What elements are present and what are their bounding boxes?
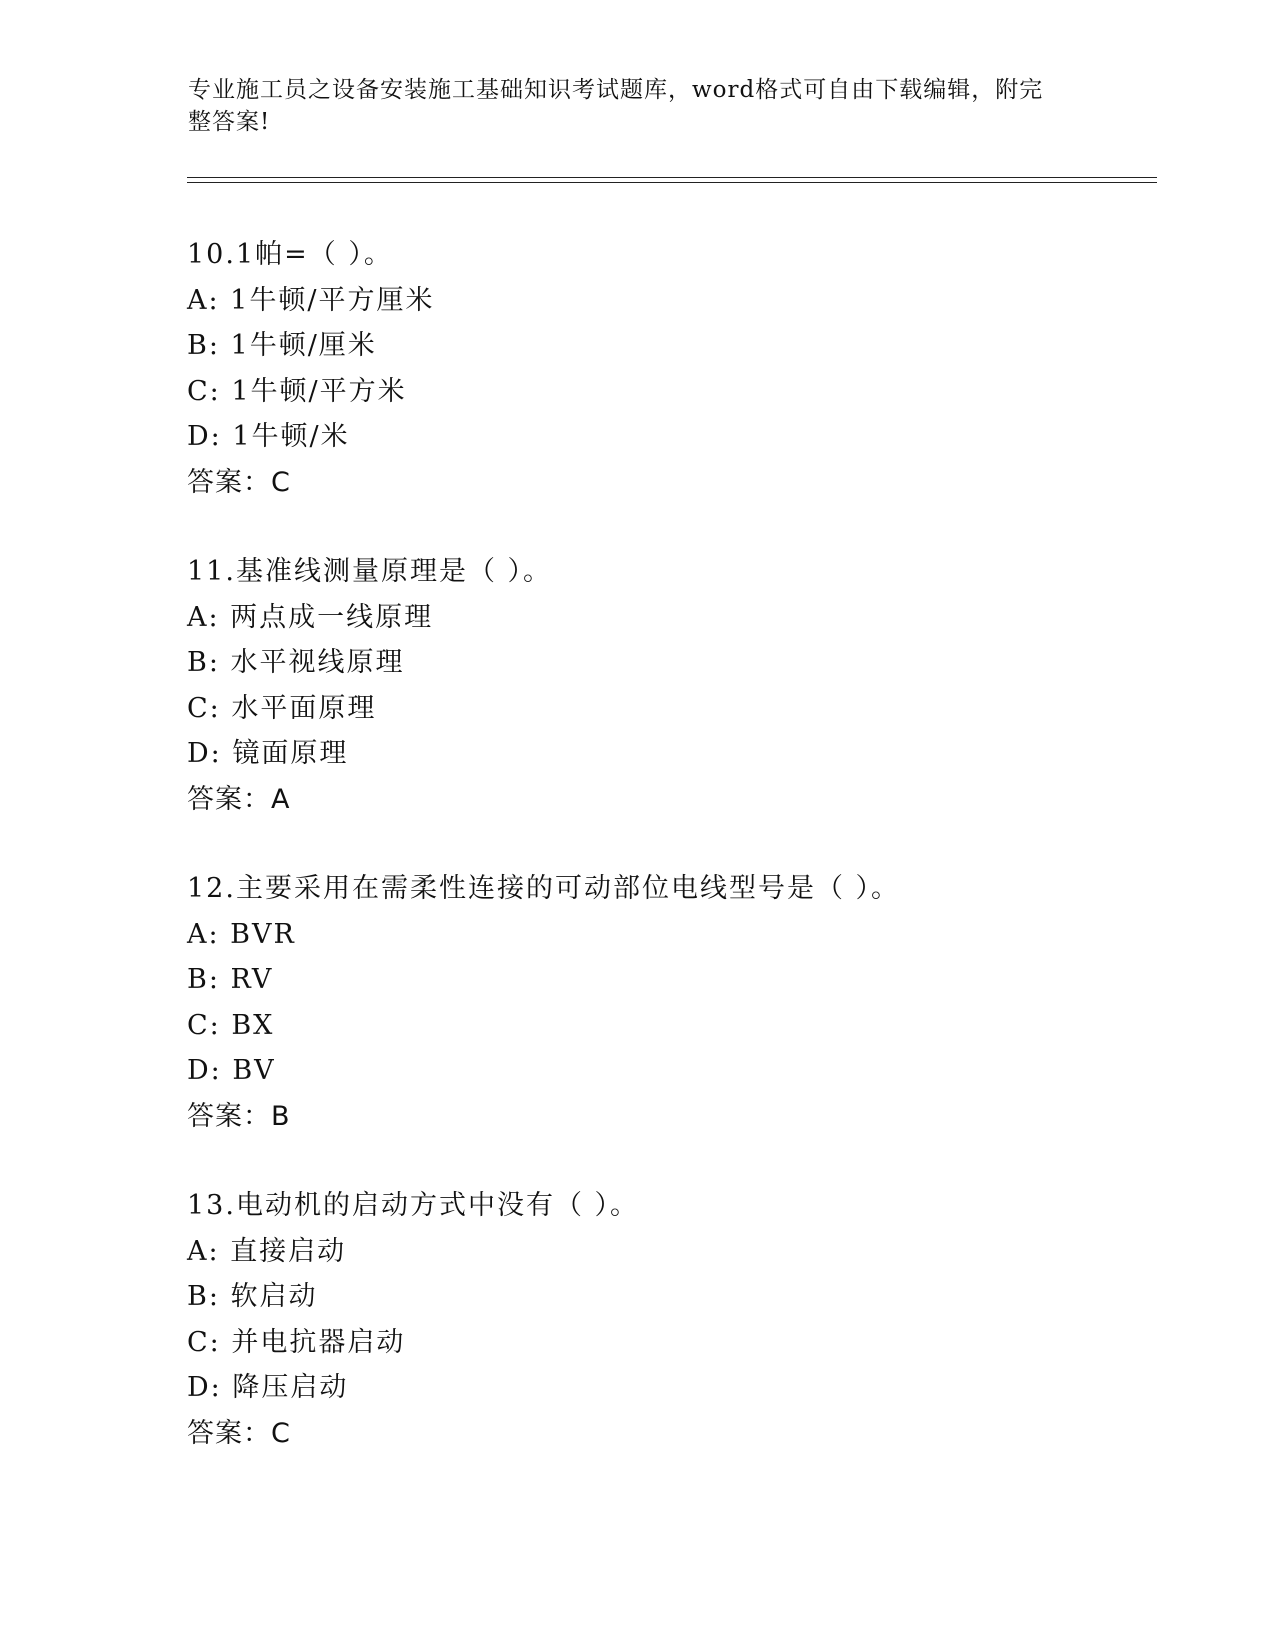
option-d: D: 1牛顿/米: [187, 421, 350, 452]
option-b: B: 水平视线原理: [187, 647, 405, 678]
document-header: [188, 74, 1068, 138]
option-c: C: BX: [187, 1009, 275, 1041]
option-b: B: 软启动: [187, 1281, 318, 1312]
option-d: D: 镜面原理: [187, 738, 349, 769]
question-11: [187, 549, 1147, 822]
option-d: D: BV: [187, 1055, 276, 1086]
header-divider-top: [187, 177, 1157, 178]
header-divider-bottom: [187, 182, 1157, 183]
question-13: [187, 1183, 1147, 1456]
answer: 答案：C: [187, 466, 291, 498]
option-a: A: 直接启动: [187, 1235, 347, 1267]
question-stem: 12.主要采用在需柔性连接的可动部位电线型号是（ ）。: [187, 873, 901, 904]
option-c: C: 1牛顿/平方米: [187, 375, 407, 407]
question-stem: 11.基准线测量原理是（ ）。: [187, 556, 553, 587]
answer: 答案：A: [187, 783, 291, 815]
option-c: C: 并电抗器启动: [187, 1326, 406, 1358]
option-b: B: RV: [187, 964, 274, 995]
header-line-1: 专业施工员之设备安装施工基础知识考试题库，word格式可自由下载编辑，附完: [188, 77, 1044, 103]
option-d: D: 降压启动: [187, 1372, 349, 1403]
option-a: A: 两点成一线原理: [187, 601, 434, 633]
option-b: B: 1牛顿/厘米: [187, 330, 377, 361]
answer: 答案：B: [187, 1100, 291, 1132]
option-a: A: 1牛顿/平方厘米: [187, 284, 435, 316]
answer: 答案：C: [187, 1417, 291, 1449]
question-stem: 10.1帕=（ ）。: [187, 239, 393, 270]
question-12: [187, 866, 1147, 1139]
option-c: C: 水平面原理: [187, 692, 377, 724]
question-10: [187, 232, 1147, 505]
header-line-2: 整答案!: [188, 109, 271, 135]
question-stem: 13.电动机的启动方式中没有（ ）。: [187, 1190, 640, 1221]
option-a: A: BVR: [187, 918, 296, 950]
